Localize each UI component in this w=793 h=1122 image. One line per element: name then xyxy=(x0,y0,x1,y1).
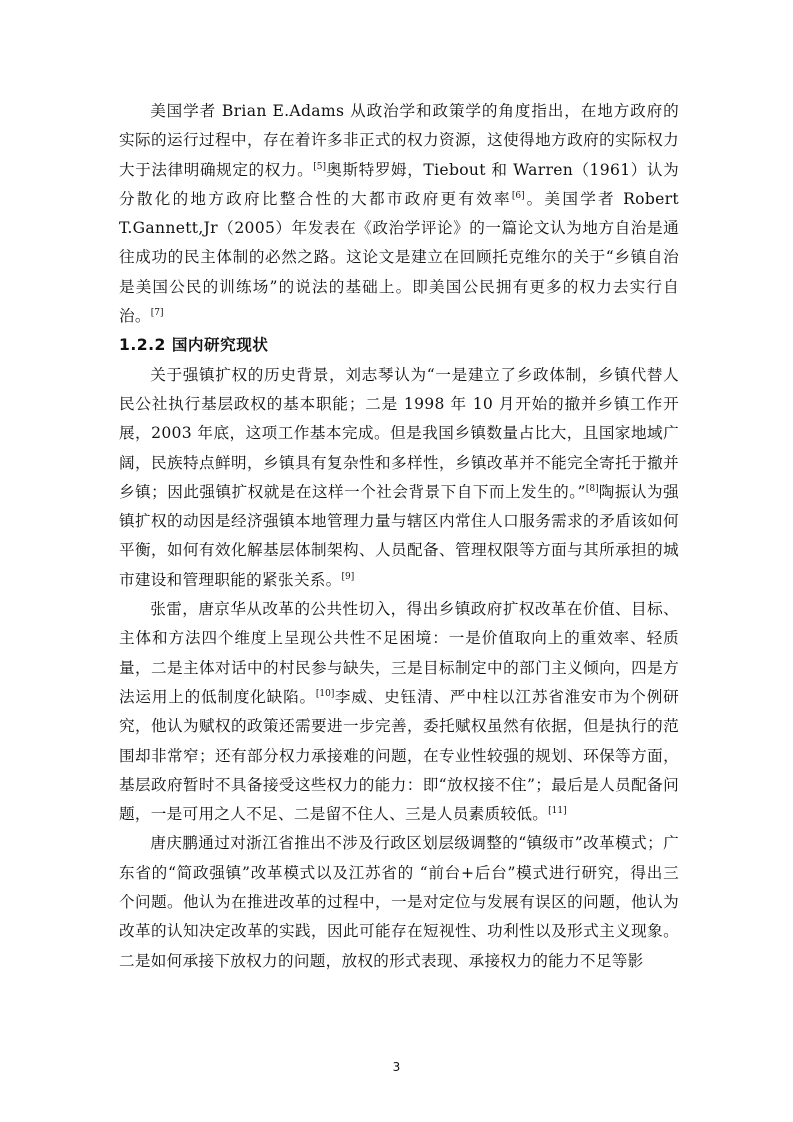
citation-marker: [6] xyxy=(511,190,525,201)
paragraph-text: 奥斯特罗姆，Tiebout 和 Warren（1961）认为分散化的地方政府比整合性的大都市政府更有效率 xyxy=(119,160,679,208)
paragraph-text: 陶振认为强镇扩权的动因是经济强镇本地管理力量与辖区内常住人口服务需求的矛盾该如何平衡，如何有效化解基层体制架构、人员配备、管理权限等方面与其所承担的城市建设和管理职能的紧张关系。 xyxy=(119,482,679,589)
page-number: 3 xyxy=(392,1060,401,1074)
citation-marker: [8] xyxy=(585,483,599,494)
paragraph-text: 李威、史钰清、严中柱以江苏省淮安市为个例研究，他认为赋权的政策还需要进一步完善，委托赋权虽然有依据，但是执行的范围却非常窄；还有部分权力承接难的问题，在专业性较强的规划、环保等方面，基层政府暂时不具备接受这些权力的能力：即“放权接不住”；最后是人员配备问题，一是可用之人不足、二是留不住人、三是人员素质较低。 xyxy=(119,687,679,824)
citation-marker: [10] xyxy=(315,688,335,699)
paragraph-text: 关于强镇扩权的历史背景，刘志琴认为“一是建立了乡政体制，乡镇代替人民公社执行基层政权的基本职能；二是 1998 年 10 月开始的撤并乡镇工作开展，2003 年底，这项工作基本完成。但是我国乡镇数量占比大，且国家地域广阔，民族特点鲜明，乡镇具有复杂性和多样性，乡镇改革并不能完全寄托于撤并乡镇；因此强镇扩权就是在这样一个社会背景下自下而上发生的。” xyxy=(119,365,679,501)
paragraph-reform-models xyxy=(119,829,679,975)
citation-marker: [9] xyxy=(341,571,355,582)
paragraph-text: 唐庆鹏通过对浙江省推出不涉及行政区划层级调整的“镇级市”改革模式；广东省的“简政强镇”改革模式以及江苏省的 “前台+后台”模式进行研究，得出三个问题。他认为在推进改革的过程中，一是对定位与发展有误区的问题，他认为改革的认知决定改革的实践，因此可能存在短视性、功利性以及形式主义现象。二是如何承接下放权力的问题，放权的形式表现、承接权力的能力不足等影 xyxy=(119,834,679,970)
citation-marker: [5] xyxy=(313,161,327,172)
citation-marker: [11] xyxy=(548,806,567,817)
paragraph-background xyxy=(119,361,679,595)
document-body xyxy=(119,97,679,976)
paragraph-text: 张雷，唐京华从改革的公共性切入，得出乡镇政府扩权改革在价值、目标、主体和方法四个维度上呈现公共性不足困境：一是价值取向上的重效率、轻质量，二是主体对话中的村民参与缺失，三是目标制定中的部门主义倾向，四是方法运用上的低制度化缺陷。 xyxy=(119,600,679,706)
paragraph-international-research xyxy=(119,97,679,331)
paragraph-text: 。美国学者 Robert T.Gannett,Jr（2005）年发表在《政治学评论》的一篇论文认为地方自治是通往成功的民主体制的必然之路。这论文是建立在回顾托克维尔的关于“乡镇自治是美国公民的训练场”的说法的基础上。即美国公民拥有更多的权力去实行自治。 xyxy=(119,189,679,326)
paragraph-publicness xyxy=(119,595,679,829)
paragraph-text: 美国学者 Brian E.Adams 从政治学和政策学的角度指出，在地方政府的实际的运行过程中，存在着许多非正式的权力资源，这使得地方政府的实际权力大于法律明确规定的权力。 xyxy=(119,102,679,179)
citation-marker: [7] xyxy=(150,308,164,319)
section-heading: 1.2.2 国内研究现状 xyxy=(119,336,269,355)
